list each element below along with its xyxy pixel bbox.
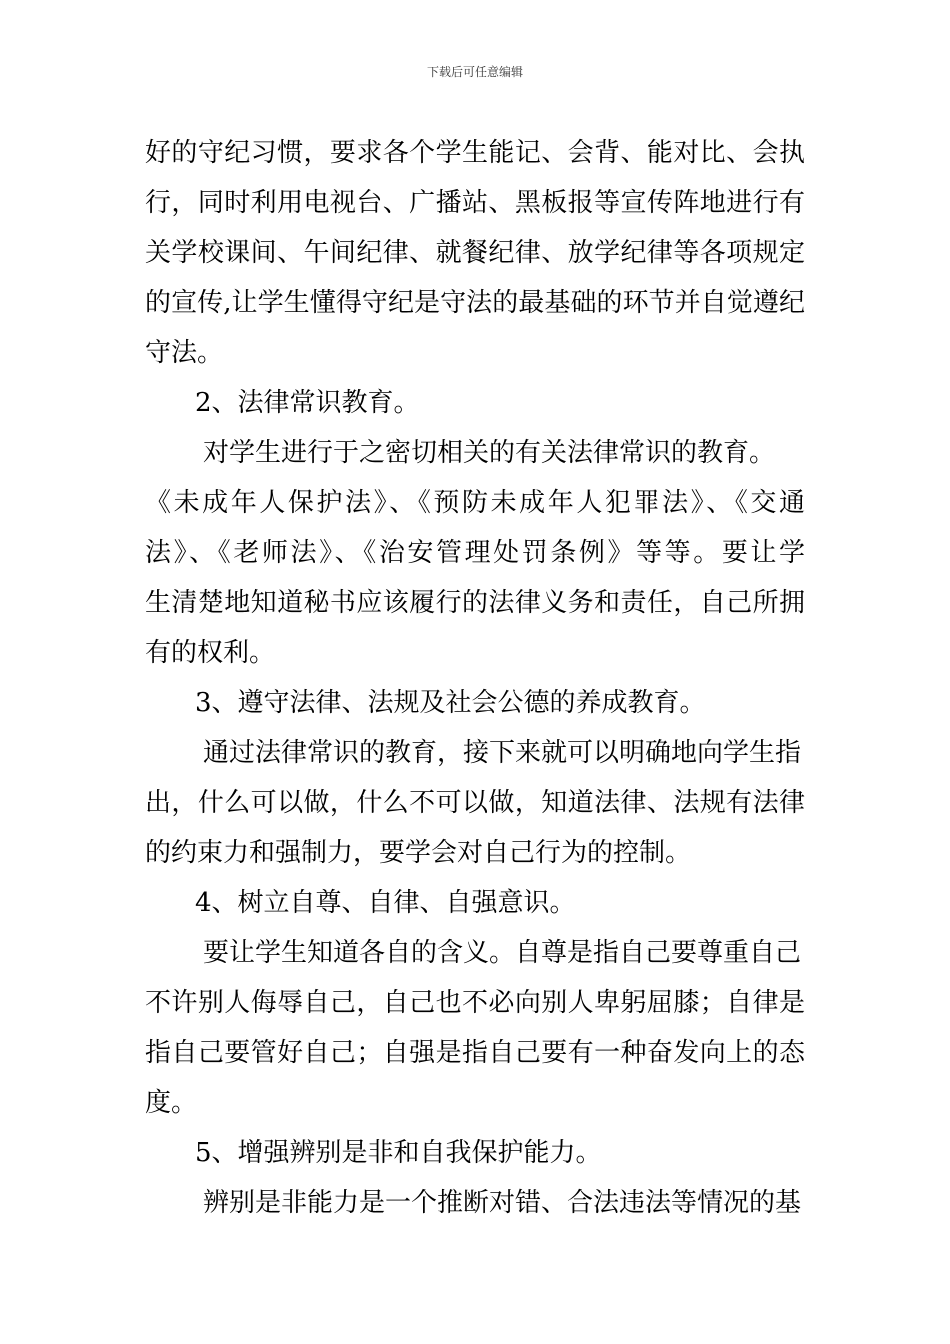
section-heading: 3、遵守法律、法规及社会公德的养成教育。 <box>195 688 706 718</box>
section-heading: 2、法律常识教育。 <box>195 388 420 418</box>
paragraph-line: 《未成年人保护法》、《预防未成年人犯罪法》、《交通 <box>145 488 805 518</box>
paragraph-line: 对学生进行于之密切相关的有关法律常识的教育。 <box>203 438 776 468</box>
paragraph-line: 的宣传,让学生懂得守纪是守法的最基础的环节并自觉遵纪 <box>145 288 805 318</box>
page-header: 下载后可任意编辑 <box>426 65 523 79</box>
paragraph-line: 度。 <box>145 1088 198 1118</box>
paragraph-line: 好的守纪习惯，要求各个学生能记、会背、能对比、会执 <box>145 138 805 168</box>
paragraph-line: 守法。 <box>145 338 224 368</box>
document-body <box>145 128 805 1228</box>
paragraph-line: 辨别是非能力是一个推断对错、合法违法等情况的基 <box>203 1188 802 1218</box>
section-heading: 4、树立自尊、自律、自强意识。 <box>195 888 576 918</box>
paragraph-line: 通过法律常识的教育，接下来就可以明确地向学生指 <box>203 738 802 768</box>
paragraph-line: 不许别人侮辱自己，自己也不必向别人卑躬屈膝；自律是 <box>145 988 805 1018</box>
paragraph-line: 行，同时利用电视台、广播站、黑板报等宣传阵地进行有 <box>145 188 805 218</box>
section-heading: 5、增强辨别是非和自我保护能力。 <box>195 1138 602 1168</box>
paragraph-line: 要让学生知道各自的含义。自尊是指自己要尊重自己 <box>203 938 802 968</box>
paragraph-line: 法》、《老师法》、《治安管理处罚条例》等等。要让学 <box>145 538 805 568</box>
paragraph-line: 关学校课间、午间纪律、就餐纪律、放学纪律等各项规定 <box>145 238 805 268</box>
paragraph-line: 出，什么可以做，什么不可以做，知道法律、法规有法律 <box>145 788 805 818</box>
paragraph-line: 生清楚地知道秘书应该履行的法律义务和责任，自己所拥 <box>145 588 805 618</box>
paragraph-line: 的约束力和强制力，要学会对自己行为的控制。 <box>145 838 692 868</box>
paragraph-line: 指自己要管好自己；自强是指自己要有一种奋发向上的态 <box>145 1038 805 1068</box>
paragraph-line: 有的权利。 <box>145 638 276 668</box>
